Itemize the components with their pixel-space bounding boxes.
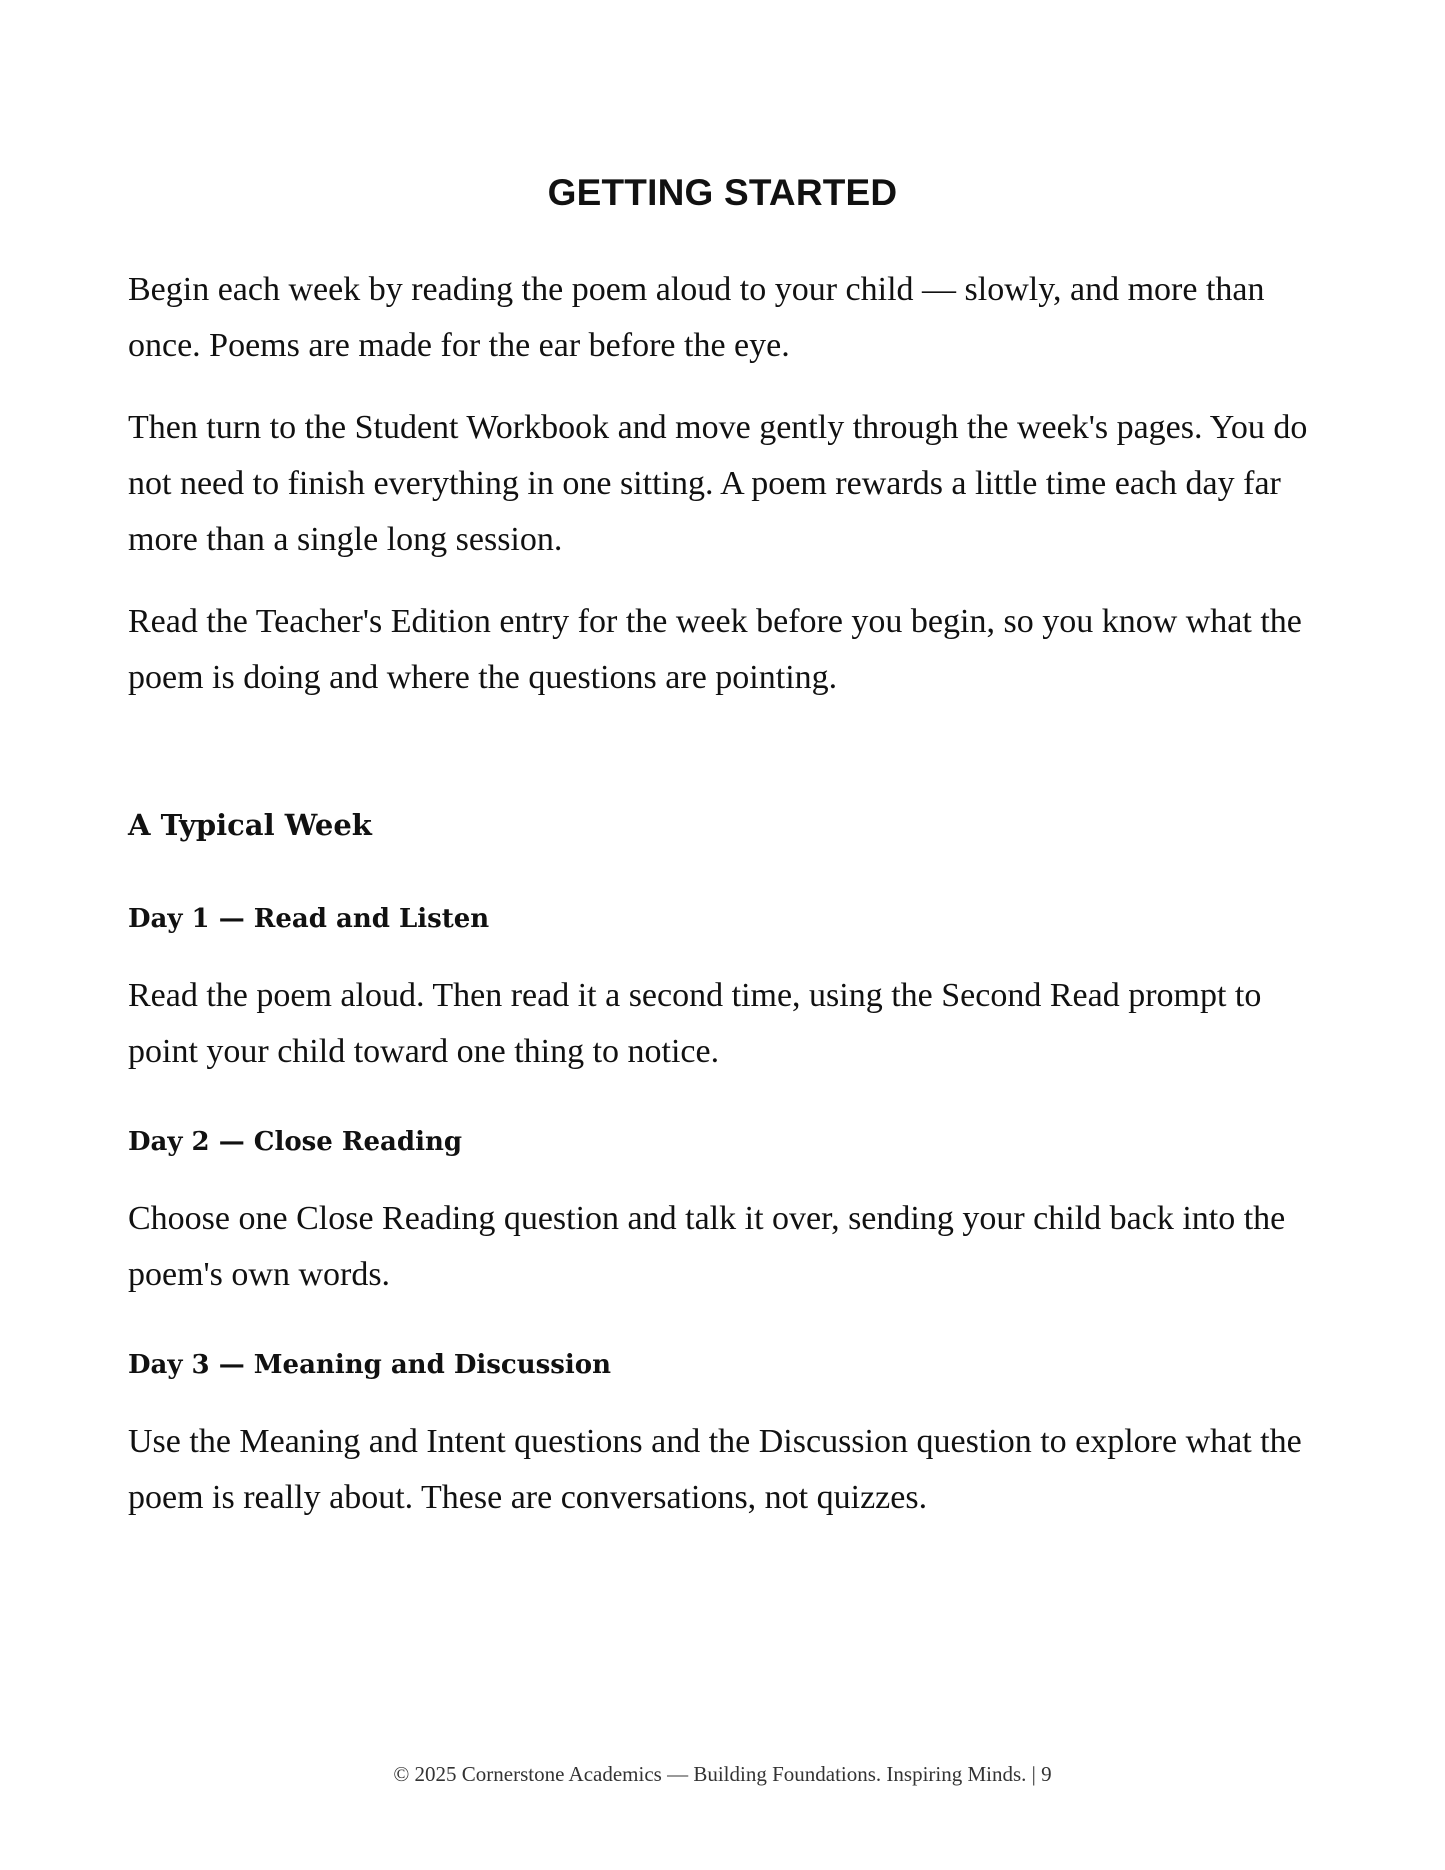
intro-paragraph-1: Begin each week by reading the poem aloud to your child — slowly, and more than once. Poems are made for the ear before the eye. [128, 271, 1265, 364]
page-footer: © 2025 Cornerstone Academics — Building Foundations. Inspiring Minds. | 9 [393, 1762, 1052, 1786]
day-2-text: Choose one Close Reading question and talk it over, sending your child back into the poem's own words. [128, 1200, 1286, 1293]
page-title: GETTING STARTED [547, 172, 898, 213]
day-1-heading: Day 1 — Read and Listen [128, 904, 490, 934]
intro-paragraph-3: Read the Teacher's Edition entry for the week before you begin, so you know what the poem is doing and where the questions are pointing. [128, 603, 1302, 696]
day-1-text: Read the poem aloud. Then read it a second time, using the Second Read prompt to point your child toward one thing to notice. [128, 977, 1262, 1070]
intro-paragraph-2: Then turn to the Student Workbook and move gently through the week's pages. You do not need to finish everything in one sitting. A poem rewards a little time each day far more than a single long session. [128, 409, 1308, 558]
day-2-heading: Day 2 — Close Reading [128, 1127, 463, 1157]
day-3-text: Use the Meaning and Intent questions and the Discussion question to explore what the poem is really about. These are conversations, not quizzes. [128, 1423, 1302, 1516]
day-3-heading: Day 3 — Meaning and Discussion [128, 1350, 612, 1380]
week-heading: A Typical Week [128, 808, 372, 842]
